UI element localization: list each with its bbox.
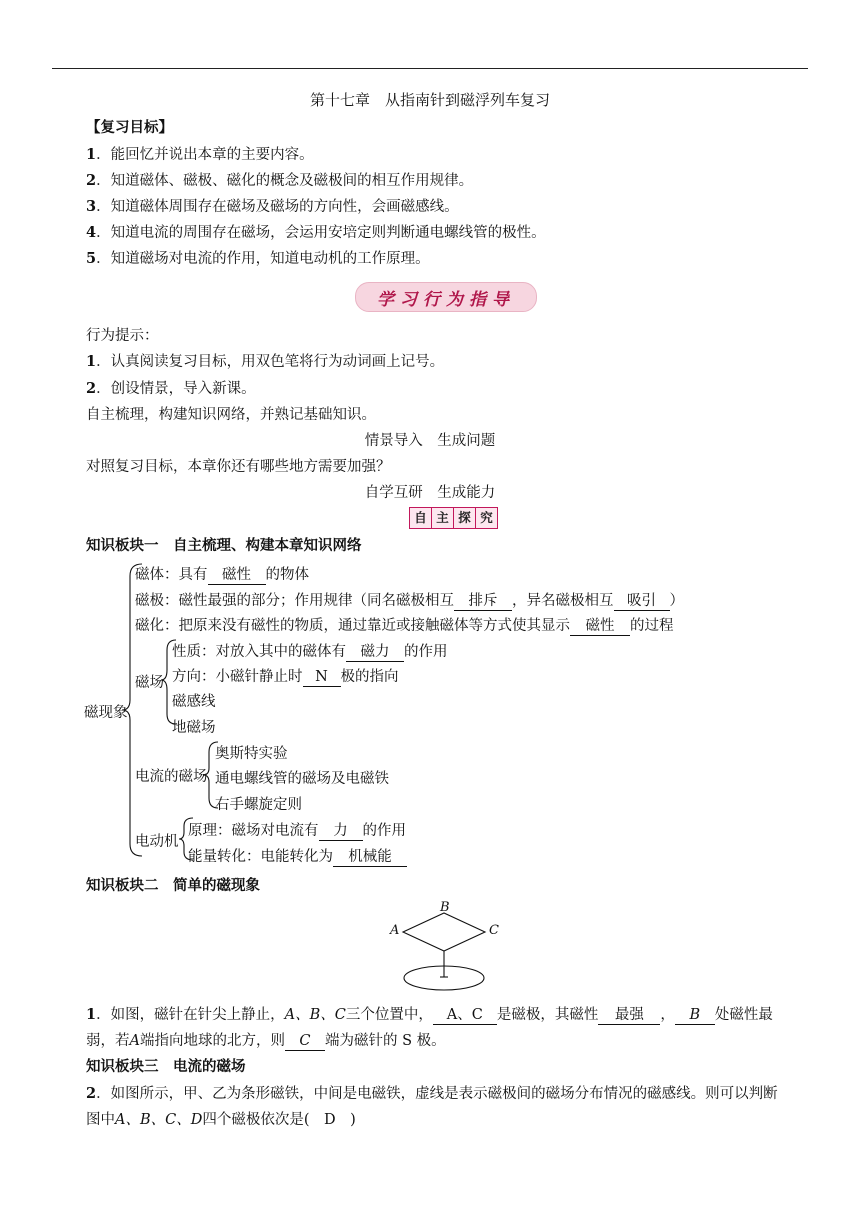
- goal-item: 2．知道磁体、磁极、磁化的概念及磁极间的相互作用规律。: [86, 172, 474, 189]
- section-title-intro: 情景导入 生成问题: [364, 433, 496, 449]
- tree-motor-principle: 原理：磁场对电流有 力 的作用: [188, 823, 406, 839]
- module1-heading: 知识板块一 自主梳理、构建本章知识网络: [86, 538, 362, 554]
- goal-item: 3．知道磁体周围存在磁场及磁场的方向性，会画磁感线。: [86, 198, 459, 215]
- tree-right-hand: 右手螺旋定则: [215, 797, 302, 813]
- tree-field-direction: 方向：小磁针静止时 N 极的指向: [172, 669, 399, 685]
- tree-pole: 磁极：磁性最强的部分；作用规律（同名磁极相互 排斥 ，异名磁极相互 吸引 ）: [135, 593, 684, 609]
- tree-field-lines: 磁感线: [172, 694, 216, 710]
- module2-heading: 知识板块二 简单的磁现象: [86, 878, 260, 894]
- tree-root: 磁现象: [84, 705, 128, 721]
- question-2-line2: 图中A、B、C、D四个磁极依次是( D ): [86, 1112, 356, 1128]
- hint-item: 1．认真阅读复习目标，用双色笔将行为动词画上记号。: [86, 353, 445, 370]
- figure-label-c: C: [489, 923, 499, 938]
- hint-line: 自主梳理，构建知识网络，并熟记基础知识。: [86, 407, 376, 423]
- learning-guide-banner: 学习行为指导: [355, 282, 537, 312]
- goal-item: 5．知道磁场对电流的作用，知道电动机的工作原理。: [86, 250, 430, 267]
- section-intro-text: 对照复习目标，本章你还有哪些地方需要加强？: [86, 459, 391, 475]
- page-title: 第十七章 从指南针到磁浮列车复习: [309, 91, 550, 109]
- tree-field-label: 磁场: [135, 675, 164, 691]
- hint-heading: 行为提示：: [86, 328, 159, 344]
- question-1-line2: 弱，若A端指向地球的北方，则 C 端为磁针的 S 极。: [86, 1033, 446, 1049]
- figure-label-a: A: [390, 923, 400, 938]
- figure-label-b: B: [440, 900, 450, 915]
- tree-motor-label: 电动机: [135, 834, 179, 850]
- tree-magnetization: 磁化：把原来没有磁性的物质，通过靠近或接触磁体等方式使其显示 磁性 的过程: [135, 618, 674, 634]
- goal-item: 1．能回忆并说出本章的主要内容。: [86, 146, 314, 163]
- question-1-line1: 1．如图，磁针在针尖上静止，A、B、C三个位置中， A、C 是磁极，其磁性 最强 ， B 处磁性最: [86, 1006, 773, 1023]
- tree-current-label: 电流的磁场: [135, 769, 208, 785]
- tree-geo-field: 地磁场: [172, 720, 216, 736]
- self-explore-tag: 自 主 探 究: [409, 507, 498, 529]
- tree-oersted: 奥斯特实验: [215, 746, 288, 762]
- goal-item: 4．知道电流的周围存在磁场，会运用安培定则判断通电螺线管的极性。: [86, 224, 546, 241]
- section-title-study: 自学互研 生成能力: [364, 485, 496, 501]
- tree-solenoid: 通电螺线管的磁场及电磁铁: [215, 771, 389, 787]
- tree-magnet: 磁体：具有 磁性 的物体: [135, 567, 309, 583]
- question-2-line1: 2．如图所示，甲、乙为条形磁铁，中间是电磁铁，虚线是表示磁极间的磁场分布情况的磁感线。则可以判断: [86, 1085, 778, 1102]
- goals-heading: 【复习目标】: [86, 120, 173, 136]
- tree-field-property: 性质：对放入其中的磁体有 磁力 的作用: [172, 644, 448, 660]
- hint-item: 2．创设情景，导入新课。: [86, 380, 256, 397]
- tree-motor-energy: 能量转化：电能转化为 机械能: [188, 845, 407, 867]
- module3-heading: 知识板块三 电流的磁场: [86, 1059, 246, 1075]
